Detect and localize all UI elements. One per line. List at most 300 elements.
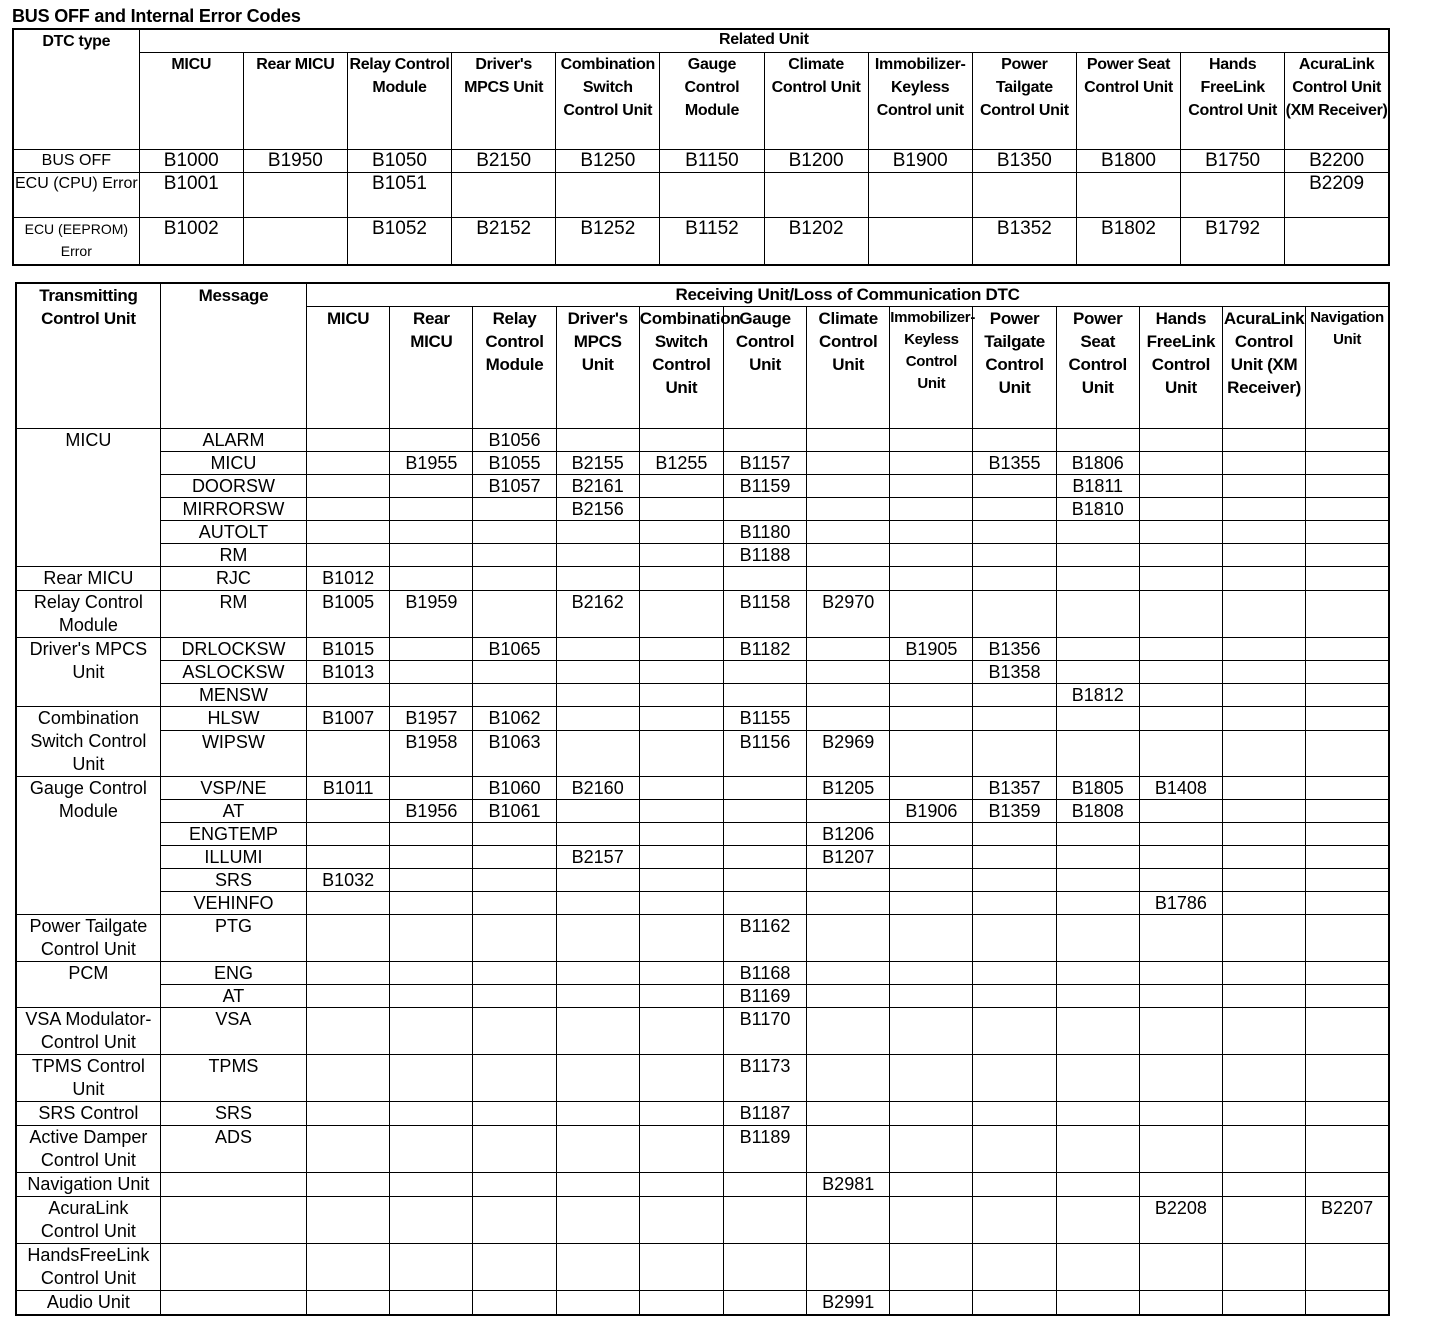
dtc-code-cell (890, 1173, 973, 1197)
dtc-code-cell (890, 985, 973, 1008)
dtc-code-cell (390, 544, 473, 567)
dtc-code-cell (473, 1008, 556, 1055)
dtc-code-cell (556, 429, 639, 452)
dtc-code-cell: B1810 (1056, 498, 1139, 521)
receiving-unit-header-cell: AcuraLink Control Unit (XM Receiver) (1222, 307, 1305, 429)
message-label: VSA (160, 1008, 306, 1055)
dtc-code-cell (1222, 823, 1305, 846)
dtc-code-cell (1306, 846, 1389, 869)
dtc-code-cell: B2991 (807, 1291, 890, 1316)
dtc-code-cell (972, 173, 1076, 218)
dtc-code-cell: B1007 (307, 707, 390, 731)
dtc-code-cell (1139, 429, 1222, 452)
dtc-code-cell (307, 684, 390, 707)
dtc-code-cell: B1356 (973, 638, 1056, 661)
dtc-code-cell (1222, 591, 1305, 638)
dtc-code-cell: B2156 (556, 498, 639, 521)
dtc-code-cell: B1050 (347, 150, 451, 173)
dtc-code-cell: B1408 (1139, 777, 1222, 800)
dtc-code-cell (1139, 684, 1222, 707)
dtc-code-cell: B1950 (243, 150, 347, 173)
dtc-code-cell (556, 1197, 639, 1244)
dtc-code-cell: B1150 (660, 150, 764, 173)
dtc-code-cell (1306, 638, 1389, 661)
dtc-code-cell (973, 915, 1056, 962)
dtc-code-cell: B1255 (639, 452, 723, 475)
dtc-code-cell (307, 915, 390, 962)
dtc-code-cell (973, 521, 1056, 544)
dtc-code-cell (723, 892, 806, 915)
dtc-code-cell (473, 915, 556, 962)
dtc-code-cell (807, 567, 890, 591)
dtc-code-cell (973, 1102, 1056, 1126)
receiving-unit-header-cell: Gauge Control Unit (723, 307, 806, 429)
dtc-code-cell (1222, 1126, 1305, 1173)
dtc-code-cell (473, 985, 556, 1008)
dtc-code-cell (556, 962, 639, 985)
dtc-code-cell (1306, 1173, 1389, 1197)
transmitting-unit-label: SRS Control (16, 1102, 160, 1126)
transmitting-unit-label: Gauge Control Module (16, 777, 160, 915)
dtc-code-cell (807, 707, 890, 731)
dtc-code-cell (639, 730, 723, 776)
dtc-code-cell (1306, 1126, 1389, 1173)
dtc-code-cell (1139, 962, 1222, 985)
dtc-code-cell: B2208 (1139, 1197, 1222, 1244)
dtc-code-cell (1222, 1244, 1305, 1291)
dtc-code-cell (973, 1197, 1056, 1244)
dtc-code-cell (390, 915, 473, 962)
dtc-code-cell (556, 544, 639, 567)
dtc-code-cell: B1806 (1056, 452, 1139, 475)
dtc-code-cell (807, 498, 890, 521)
message-row (16, 684, 1389, 707)
message-row (16, 661, 1389, 684)
dtc-code-cell (473, 591, 556, 638)
dtc-code-cell (307, 1055, 390, 1102)
dtc-code-cell (390, 869, 473, 892)
dtc-code-cell (973, 962, 1056, 985)
message-label: ALARM (160, 429, 306, 452)
message-row (16, 498, 1389, 521)
dtc-code-cell (1306, 429, 1389, 452)
message-row (16, 1197, 1389, 1244)
dtc-code-cell (639, 1102, 723, 1126)
message-row (16, 707, 1389, 731)
dtc-code-cell (1222, 498, 1305, 521)
receiving-unit-header-cell: Power Seat Control Unit (1056, 307, 1139, 429)
dtc-code-cell: B1808 (1056, 800, 1139, 823)
dtc-code-cell (639, 1291, 723, 1316)
dtc-code-cell (1306, 1102, 1389, 1126)
dtc-code-cell (390, 429, 473, 452)
message-row (16, 892, 1389, 915)
dtc-code-cell: B1158 (723, 591, 806, 638)
dtc-code-cell (639, 1008, 723, 1055)
related-unit-header-cell: Combination Switch Control Unit (556, 53, 660, 150)
dtc-code-cell (1306, 1291, 1389, 1316)
dtc-code-cell (556, 1008, 639, 1055)
dtc-code-cell: B1202 (764, 218, 868, 266)
dtc-code-cell (473, 1291, 556, 1316)
related-unit-header-cell: Hands FreeLink Control Unit (1181, 53, 1285, 150)
dtc-code-cell (639, 638, 723, 661)
dtc-code-cell (807, 1197, 890, 1244)
dtc-code-cell (639, 962, 723, 985)
dtc-code-cell: B1250 (556, 150, 660, 173)
dtc-code-cell (973, 730, 1056, 776)
dtc-code-cell (890, 1291, 973, 1316)
message-label: AT (160, 985, 306, 1008)
dtc-code-cell (1139, 521, 1222, 544)
dtc-code-cell (1306, 1008, 1389, 1055)
dtc-code-cell: B1357 (973, 777, 1056, 800)
dtc-code-cell (639, 521, 723, 544)
dtc-code-cell (1056, 846, 1139, 869)
dtc-code-cell: B1011 (307, 777, 390, 800)
dtc-code-cell: B1063 (473, 730, 556, 776)
dtc-code-cell (639, 915, 723, 962)
receiving-unit-header-cell: Driver's MPCS Unit (556, 307, 639, 429)
dtc-code-cell (1056, 1008, 1139, 1055)
dtc-code-cell (307, 1126, 390, 1173)
dtc-code-cell (890, 521, 973, 544)
dtc-code-cell (556, 985, 639, 1008)
dtc-code-cell (1139, 591, 1222, 638)
dtc-code-cell (307, 429, 390, 452)
dtc-code-cell (390, 1055, 473, 1102)
dtc-code-cell (1306, 800, 1389, 823)
dtc-code-cell (1181, 173, 1285, 218)
dtc-code-cell: B1750 (1181, 150, 1285, 173)
dtc-code-cell (807, 915, 890, 962)
dtc-code-cell (390, 777, 473, 800)
dtc-code-cell (723, 1244, 806, 1291)
dtc-code-cell (890, 684, 973, 707)
dtc-code-cell (307, 1102, 390, 1126)
dtc-code-cell (973, 892, 1056, 915)
dtc-code-cell (390, 1008, 473, 1055)
message-label: VSP/NE (160, 777, 306, 800)
message-label: ENG (160, 962, 306, 985)
receiving-unit-header-cell: MICU (307, 307, 390, 429)
message-label: AT (160, 800, 306, 823)
transmitting-unit-label: Rear MICU (16, 567, 160, 591)
dtc-code-cell (639, 1173, 723, 1197)
message-label: DOORSW (160, 475, 306, 498)
related-unit-header-cell: AcuraLink Control Unit (XM Receiver) (1285, 53, 1389, 150)
dtc-code-cell (556, 567, 639, 591)
dtc-code-cell (1139, 846, 1222, 869)
dtc-code-cell (307, 823, 390, 846)
dtc-code-cell (556, 707, 639, 731)
message-label: MENSW (160, 684, 306, 707)
dtc-code-cell (1056, 521, 1139, 544)
dtc-code-cell (973, 498, 1056, 521)
dtc-code-cell (556, 1126, 639, 1173)
dtc-code-cell (556, 1173, 639, 1197)
dtc-code-cell (556, 684, 639, 707)
dtc-code-cell (307, 985, 390, 1008)
related-unit-header-cell: Gauge Control Module (660, 53, 764, 150)
dtc-code-cell (807, 962, 890, 985)
dtc-code-cell (1222, 1008, 1305, 1055)
dtc-code-cell (639, 567, 723, 591)
message-row (16, 1244, 1389, 1291)
dtc-code-cell (807, 985, 890, 1008)
dtc-code-cell (556, 173, 660, 218)
dtc-code-cell (390, 823, 473, 846)
related-unit-row (13, 53, 1389, 150)
dtc-type-header: DTC type (13, 29, 139, 150)
dtc-code-cell (390, 962, 473, 985)
dtc-code-cell (243, 173, 347, 218)
dtc-code-cell (890, 1102, 973, 1126)
message-row (16, 823, 1389, 846)
dtc-code-cell (973, 1008, 1056, 1055)
dtc-code-cell (723, 429, 806, 452)
dtc-code-cell (307, 475, 390, 498)
dtc-code-cell: B1802 (1076, 218, 1180, 266)
transmitting-unit-label: TPMS Control Unit (16, 1055, 160, 1102)
dtc-code-cell (890, 591, 973, 638)
dtc-code-cell: B2160 (556, 777, 639, 800)
dtc-code-cell (1056, 1244, 1139, 1291)
dtc-code-cell (307, 1173, 390, 1197)
dtc-code-cell: B1005 (307, 591, 390, 638)
dtc-code-cell: B1206 (807, 823, 890, 846)
dtc-code-cell (639, 846, 723, 869)
dtc-code-cell (1056, 707, 1139, 731)
dtc-code-cell (473, 1055, 556, 1102)
message-label: AUTOLT (160, 521, 306, 544)
dtc-code-cell (1139, 800, 1222, 823)
dtc-code-cell (723, 777, 806, 800)
dtc-code-cell (452, 173, 556, 218)
dtc-code-cell: B1359 (973, 800, 1056, 823)
dtc-code-cell (390, 1197, 473, 1244)
dtc-code-cell (973, 707, 1056, 731)
receiving-unit-header-cell: Power Tailgate Control Unit (973, 307, 1056, 429)
dtc-code-cell: B1056 (473, 429, 556, 452)
dtc-code-cell (639, 985, 723, 1008)
dtc-code-cell (1222, 985, 1305, 1008)
dtc-code-cell: B1062 (473, 707, 556, 731)
dtc-code-cell (639, 429, 723, 452)
dtc-code-cell: B1173 (723, 1055, 806, 1102)
dtc-code-cell (307, 498, 390, 521)
dtc-code-cell: B1032 (307, 869, 390, 892)
dtc-code-cell (1139, 452, 1222, 475)
dtc-code-cell (1139, 915, 1222, 962)
message-row (16, 1173, 1389, 1197)
dtc-code-cell (1222, 1291, 1305, 1316)
dtc-code-cell (556, 892, 639, 915)
dtc-code-cell (390, 567, 473, 591)
dtc-code-cell: B1015 (307, 638, 390, 661)
dtc-code-cell: B1057 (473, 475, 556, 498)
dtc-code-cell (556, 638, 639, 661)
dtc-code-cell (1139, 1244, 1222, 1291)
dtc-code-cell (973, 1244, 1056, 1291)
dtc-code-cell: B2155 (556, 452, 639, 475)
message-label: SRS (160, 869, 306, 892)
dtc-code-cell (1306, 730, 1389, 776)
dtc-code-cell (1306, 521, 1389, 544)
receiving-unit-header-cell: Immobilizer-Keyless Control Unit (890, 307, 973, 429)
dtc-code-cell (639, 591, 723, 638)
dtc-code-cell (307, 1197, 390, 1244)
dtc-code-cell: B1152 (660, 218, 764, 266)
dtc-code-cell (243, 218, 347, 266)
dtc-code-cell (473, 1102, 556, 1126)
dtc-code-cell (890, 544, 973, 567)
dtc-code-cell (556, 915, 639, 962)
dtc-code-cell (1056, 1291, 1139, 1316)
transmitting-unit-label: Relay Control Module (16, 591, 160, 638)
message-label: HLSW (160, 707, 306, 731)
transmitting-unit-label: Navigation Unit (16, 1173, 160, 1197)
dtc-code-cell (307, 1291, 390, 1316)
dtc-code-cell (473, 684, 556, 707)
dtc-row (13, 218, 1389, 266)
dtc-code-cell: B1955 (390, 452, 473, 475)
dtc-code-cell (473, 892, 556, 915)
message-row (16, 567, 1389, 591)
transmitting-unit-label: VSA Modulator-Control Unit (16, 1008, 160, 1055)
dtc-code-cell (1056, 1102, 1139, 1126)
dtc-code-cell (1056, 730, 1139, 776)
dtc-code-cell (660, 173, 764, 218)
dtc-code-cell (890, 869, 973, 892)
dtc-code-cell (473, 869, 556, 892)
dtc-code-cell (1222, 661, 1305, 684)
dtc-code-cell (973, 591, 1056, 638)
dtc-code-cell (307, 544, 390, 567)
transmitting-unit-label: Audio Unit (16, 1291, 160, 1316)
dtc-code-cell: B1905 (890, 638, 973, 661)
dtc-code-cell (1306, 985, 1389, 1008)
message-label: TPMS (160, 1055, 306, 1102)
dtc-code-cell: B1189 (723, 1126, 806, 1173)
message-label: ASLOCKSW (160, 661, 306, 684)
dtc-code-cell (639, 823, 723, 846)
dtc-code-cell (890, 661, 973, 684)
dtc-code-cell (1139, 544, 1222, 567)
dtc-code-cell (973, 684, 1056, 707)
dtc-code-cell (556, 823, 639, 846)
dtc-code-cell: B1350 (972, 150, 1076, 173)
dtc-code-cell (1222, 707, 1305, 731)
related-unit-header-cell: Driver's MPCS Unit (452, 53, 556, 150)
transmitting-unit-label: Power Tailgate Control Unit (16, 915, 160, 962)
related-unit-header-cell: Climate Control Unit (764, 53, 868, 150)
dtc-code-cell (1222, 1173, 1305, 1197)
message-label: SRS (160, 1102, 306, 1126)
dtc-code-cell (890, 452, 973, 475)
dtc-code-cell (973, 1055, 1056, 1102)
dtc-code-cell (1222, 1102, 1305, 1126)
dtc-code-cell (973, 846, 1056, 869)
dtc-code-cell (1306, 962, 1389, 985)
dtc-code-cell (1139, 985, 1222, 1008)
dtc-code-cell (556, 730, 639, 776)
dtc-code-cell (390, 1244, 473, 1291)
dtc-code-cell: B1956 (390, 800, 473, 823)
dtc-code-cell (1139, 707, 1222, 731)
message-label: ENGTEMP (160, 823, 306, 846)
dtc-code-cell (390, 1291, 473, 1316)
dtc-code-cell: B1805 (1056, 777, 1139, 800)
dtc-code-cell (473, 1197, 556, 1244)
dtc-code-cell: B1187 (723, 1102, 806, 1126)
message-row (16, 800, 1389, 823)
dtc-code-cell (1139, 1291, 1222, 1316)
dtc-code-cell (639, 707, 723, 731)
dtc-row (13, 173, 1389, 218)
dtc-code-cell (807, 892, 890, 915)
dtc-code-cell (1056, 962, 1139, 985)
message-row (16, 915, 1389, 962)
dtc-code-cell: B1252 (556, 218, 660, 266)
dtc-code-cell (390, 846, 473, 869)
dtc-code-cell (1222, 730, 1305, 776)
dtc-code-cell (639, 661, 723, 684)
dtc-code-cell (473, 1244, 556, 1291)
dtc-code-cell (807, 869, 890, 892)
dtc-code-cell: B2209 (1285, 173, 1389, 218)
dtc-code-cell (890, 846, 973, 869)
dtc-code-cell: B1052 (347, 218, 451, 266)
dtc-code-cell (307, 846, 390, 869)
dtc-code-cell (807, 1102, 890, 1126)
dtc-code-cell (639, 892, 723, 915)
dtc-code-cell (390, 475, 473, 498)
dtc-code-cell (1306, 1244, 1389, 1291)
dtc-code-cell (723, 1197, 806, 1244)
dtc-code-cell (1139, 823, 1222, 846)
dtc-code-cell (639, 1126, 723, 1173)
dtc-code-cell (390, 1126, 473, 1173)
dtc-code-cell (807, 684, 890, 707)
dtc-code-cell (807, 429, 890, 452)
dtc-code-cell (890, 823, 973, 846)
dtc-code-cell (1139, 1055, 1222, 1102)
dtc-code-cell (1222, 869, 1305, 892)
dtc-code-cell: B1002 (139, 218, 243, 266)
dtc-code-cell: B1958 (390, 730, 473, 776)
dtc-code-cell (1056, 544, 1139, 567)
dtc-code-cell (390, 498, 473, 521)
dtc-code-cell: B1786 (1139, 892, 1222, 915)
message-label: PTG (160, 915, 306, 962)
dtc-code-cell (807, 1126, 890, 1173)
dtc-code-cell (307, 1244, 390, 1291)
dtc-code-cell: B1207 (807, 846, 890, 869)
dtc-code-cell: B1182 (723, 638, 806, 661)
receiving-unit-header-cell: Combination Switch Control Unit (639, 307, 723, 429)
dtc-code-cell: B1168 (723, 962, 806, 985)
dtc-code-cell (1056, 915, 1139, 962)
message-header: Message (160, 283, 306, 429)
transmitting-unit-label: AcuraLink Control Unit (16, 1197, 160, 1244)
dtc-code-cell (1222, 429, 1305, 452)
dtc-code-cell: B1205 (807, 777, 890, 800)
dtc-code-cell (390, 1102, 473, 1126)
dtc-code-cell: B1159 (723, 475, 806, 498)
dtc-code-cell (807, 1244, 890, 1291)
dtc-code-cell (390, 521, 473, 544)
